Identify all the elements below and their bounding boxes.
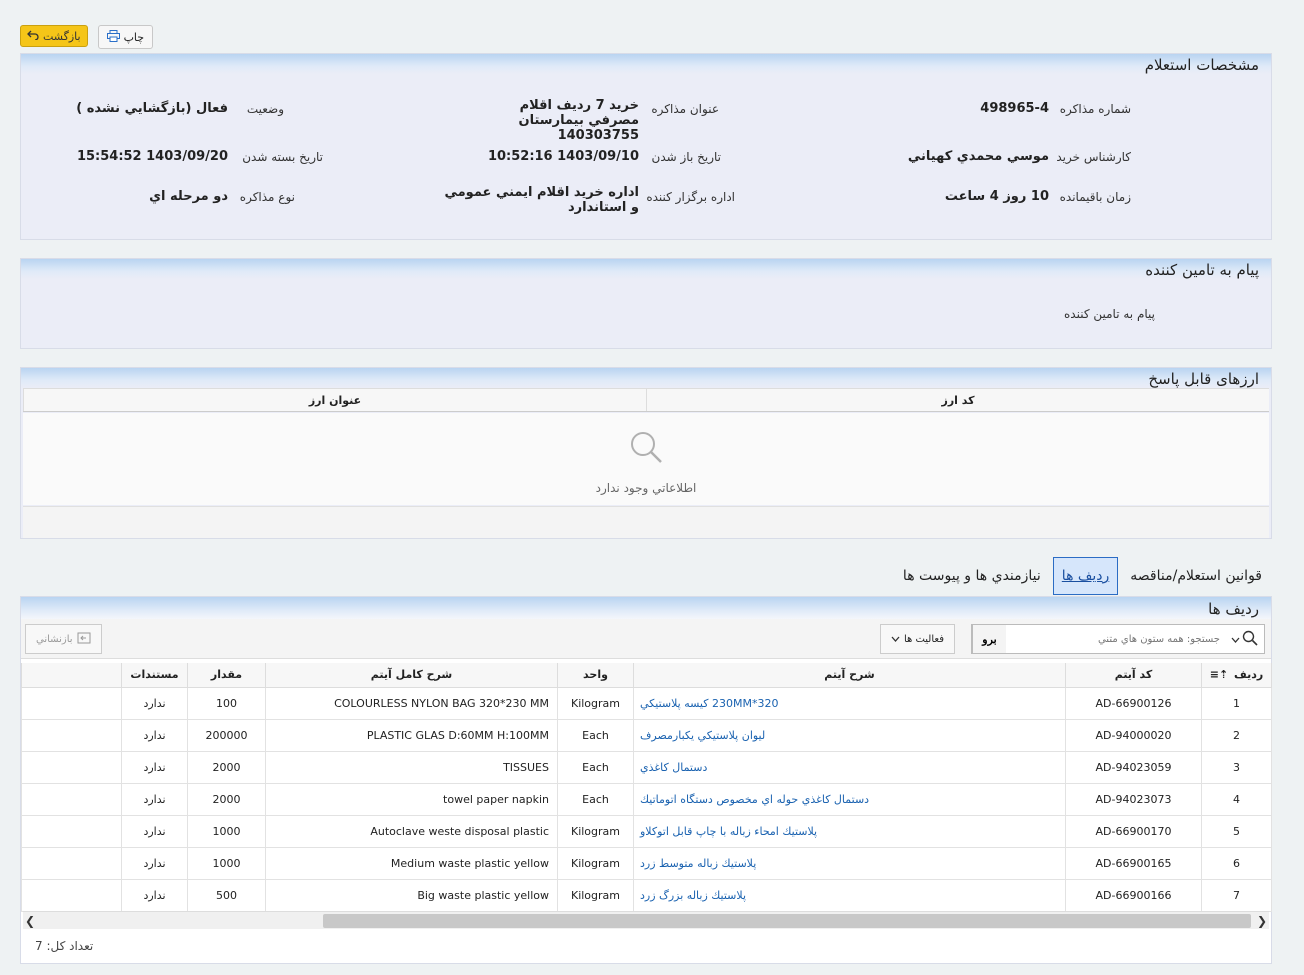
cell-full-desc: TISSUES <box>266 751 558 783</box>
cell-quantity: 2000 <box>188 751 266 783</box>
cell-item-code: AD-66900126 <box>1066 687 1202 719</box>
item-desc-link[interactable]: پلاستيك امحاء زباله با چاپ قابل اتوكلاو <box>634 815 1066 847</box>
cell-row-number: 5 <box>1202 815 1272 847</box>
cell-quantity: 100 <box>188 687 266 719</box>
activities-label: فعاليت ها <box>903 633 944 645</box>
item-desc-link[interactable]: دستمال كاغذي حوله اي مخصوص دستگاه اتوماتيك <box>634 783 1066 815</box>
table-row <box>22 783 1272 815</box>
rows-panel <box>20 596 1272 964</box>
cell-unit: Kilogram <box>558 687 634 719</box>
cell-item-code: AD-66900170 <box>1066 815 1202 847</box>
search-box <box>971 624 1265 654</box>
cell-documents: ندارد <box>122 847 188 879</box>
cell-spacer <box>22 751 122 783</box>
field-organizer-value-wrap <box>439 185 639 215</box>
field-number-label: شماره مذاکره <box>1059 102 1131 116</box>
table-row <box>22 847 1272 879</box>
cell-spacer <box>22 687 122 719</box>
cell-spacer <box>22 719 122 751</box>
cell-documents: ندارد <box>122 719 188 751</box>
field-close-date-label: تاريخ بسته شدن <box>242 150 323 164</box>
cell-row-number: 4 <box>1202 783 1272 815</box>
cell-item-code: AD-94023059 <box>1066 751 1202 783</box>
scrollbar-thumb[interactable] <box>323 914 1251 928</box>
currencies-grid-header <box>23 388 1269 412</box>
cell-unit: Each <box>558 719 634 751</box>
tab-rules[interactable]: قوانين استعلام/مناقصه <box>1130 568 1262 584</box>
cell-documents: ندارد <box>122 815 188 847</box>
item-desc-link[interactable]: دستمال كاغذي <box>634 751 1066 783</box>
supplier-message-panel <box>20 258 1272 349</box>
cell-item-code: AD-66900165 <box>1066 847 1202 879</box>
cell-documents: ندارد <box>122 783 188 815</box>
field-open-date-label-wrap <box>652 150 721 164</box>
tab-bar <box>899 557 1266 595</box>
field-open-date-value-wrap <box>488 149 639 164</box>
search-input[interactable] <box>1006 625 1224 653</box>
cell-unit: Each <box>558 783 634 815</box>
cell-quantity: 200000 <box>188 719 266 751</box>
cell-row-number: 3 <box>1202 751 1272 783</box>
field-subject-label: عنوان مذاکره <box>651 102 719 116</box>
field-subject-value: خريد 7 رديف اقلام مصرفي بيمارستان 140303755 <box>518 98 639 143</box>
supplier-message-label: پيام به تامين كننده <box>1064 307 1155 321</box>
table-header-row <box>22 663 1272 687</box>
field-type-value: دو مرحله اي <box>149 189 228 204</box>
cell-unit: Each <box>558 751 634 783</box>
field-remaining-label: زمان باقيمانده <box>1059 190 1131 204</box>
search-options-toggle[interactable] <box>1224 630 1264 649</box>
item-desc-link[interactable]: پلاستيك زباله متوسط زرد <box>634 847 1066 879</box>
item-desc-link[interactable]: 320*230MM كيسه پلاستيكي <box>634 687 1066 719</box>
field-type-value-wrap <box>149 189 228 204</box>
cell-documents: ندارد <box>122 751 188 783</box>
column-header-documents[interactable]: مستندات <box>122 663 188 687</box>
cell-unit: Kilogram <box>558 847 634 879</box>
field-close-date-value: 1403/09/20 15:54:52 <box>76 149 228 164</box>
inquiry-details-panel <box>20 53 1272 240</box>
cell-unit: Kilogram <box>558 879 634 911</box>
rows-toolbar <box>21 619 1271 659</box>
back-button-label: بازگشت <box>43 29 81 43</box>
cell-full-desc: Big waste plastic yellow <box>266 879 558 911</box>
total-count: تعداد كل: 7 <box>35 939 94 953</box>
field-open-date-value: 1403/09/10 10:52:16 <box>487 149 639 164</box>
items-table <box>21 663 1272 912</box>
print-button-label: چاپ <box>123 30 145 44</box>
cell-row-number: 6 <box>1202 847 1272 879</box>
panel-title: ارزهای قابل پاسخ <box>1148 370 1259 388</box>
supplier-message-label-wrap <box>1064 307 1155 321</box>
back-button[interactable] <box>20 25 88 47</box>
column-header-unit[interactable]: واحد <box>558 663 634 687</box>
field-remaining-label-wrap <box>1060 190 1131 204</box>
reset-button[interactable] <box>25 624 102 654</box>
item-desc-link[interactable]: پلاستيك زباله بزرگ زرد <box>634 879 1066 911</box>
field-close-date-label-wrap <box>242 150 323 164</box>
printer-icon <box>107 30 120 45</box>
cell-quantity: 2000 <box>188 783 266 815</box>
field-number-label-wrap <box>1060 102 1131 116</box>
cell-item-code: AD-94023073 <box>1066 783 1202 815</box>
cell-item-code: AD-94000020 <box>1066 719 1202 751</box>
field-status-label: وضعيت <box>246 102 284 116</box>
field-subject-value-wrap <box>479 98 639 143</box>
go-button[interactable]: برو <box>972 625 1006 653</box>
sort-ascending-icon: ⇡≡ <box>1209 668 1229 682</box>
field-open-date-label: تاريخ باز شدن <box>651 150 721 164</box>
reset-label: بازنشاني <box>36 633 73 645</box>
cell-full-desc: PLASTIC GLAS D:60MM H:100MM <box>266 719 558 751</box>
column-header-currency-code[interactable]: كد ارز <box>646 389 1269 411</box>
cell-full-desc: COLOURLESS NYLON BAG 320*230 MM <box>266 687 558 719</box>
tab-requirements[interactable]: نيازمندي ها و پيوست ها <box>902 568 1041 584</box>
column-header-item-code[interactable]: كد آيتم <box>1066 663 1202 687</box>
table-row <box>22 751 1272 783</box>
field-expert-value-wrap <box>908 149 1049 164</box>
cell-full-desc: towel paper napkin <box>266 783 558 815</box>
cell-full-desc: Medium waste plastic yellow <box>266 847 558 879</box>
chevron-down-icon <box>1231 632 1240 646</box>
cell-full-desc: Autoclave weste disposal plastic <box>266 815 558 847</box>
chevron-down-icon <box>891 634 900 645</box>
column-header-full-desc[interactable]: شرح كامل آيتم <box>266 663 558 687</box>
cell-row-number: 1 <box>1202 687 1272 719</box>
cell-spacer <box>22 847 122 879</box>
field-status-value-wrap <box>76 101 228 116</box>
search-icon <box>23 429 1269 468</box>
field-close-date-value-wrap <box>77 149 228 164</box>
currencies-grid-footer <box>23 506 1269 538</box>
reset-icon <box>77 632 91 647</box>
column-header-spacer <box>22 663 122 687</box>
cell-spacer <box>22 783 122 815</box>
horizontal-scrollbar[interactable] <box>23 911 1269 929</box>
currencies-empty-area <box>23 413 1269 505</box>
field-organizer-label-wrap <box>646 190 735 204</box>
field-remaining-value-wrap <box>945 189 1049 204</box>
field-number-value-wrap <box>980 101 1049 116</box>
cell-spacer <box>22 815 122 847</box>
field-expert-label-wrap <box>1056 150 1131 164</box>
table-row <box>22 815 1272 847</box>
field-status-value: فعال (بازگشايي نشده ) <box>76 101 228 116</box>
field-organizer-label: اداره برگزار كننده <box>646 190 735 204</box>
cell-quantity: 1000 <box>188 815 266 847</box>
column-header-currency-title[interactable]: عنوان ارز <box>23 389 646 411</box>
column-header-item-desc[interactable]: شرح آيتم <box>634 663 1066 687</box>
column-header-quantity[interactable]: مقدار <box>188 663 266 687</box>
search-icon <box>1242 630 1258 649</box>
table-row <box>22 719 1272 751</box>
tab-rows[interactable]: رديف ها <box>1053 557 1118 595</box>
field-expert-value: موسي محمدي كهياني <box>907 149 1049 164</box>
print-button[interactable] <box>98 25 154 49</box>
cell-item-code: AD-66900166 <box>1066 879 1202 911</box>
panel-title: پيام به تامين كننده <box>1145 261 1259 279</box>
cell-row-number: 7 <box>1202 879 1272 911</box>
field-subject-label-wrap <box>651 102 719 116</box>
currencies-panel <box>20 367 1272 539</box>
empty-state-text: اطلاعاتي وجود ندارد <box>595 481 697 495</box>
field-remaining-value: 10 روز 4 ساعت <box>944 189 1049 204</box>
activities-menu-button[interactable] <box>880 624 955 654</box>
cell-unit: Kilogram <box>558 815 634 847</box>
cell-row-number: 2 <box>1202 719 1272 751</box>
cell-quantity: 1000 <box>188 847 266 879</box>
top-toolbar <box>20 25 153 49</box>
field-organizer-value: اداره خريد اقلام ايمني عمومي و استاندارد <box>444 185 639 215</box>
field-number-value: 498965-4 <box>980 101 1049 116</box>
column-header-row-number[interactable]: رديف ⇡≡ <box>1202 663 1272 687</box>
field-type-label-wrap <box>240 190 295 204</box>
field-expert-label: كارشناس خريد <box>1056 150 1131 164</box>
field-type-label: نوع مذاكره <box>239 190 295 204</box>
item-desc-link[interactable]: ليوان پلاستيكي يكبارمصرف <box>634 719 1066 751</box>
undo-arrow-icon <box>27 30 39 43</box>
table-row <box>22 687 1272 719</box>
panel-title: رديف ها <box>1208 600 1259 618</box>
scroll-right-arrow-icon[interactable]: ❯ <box>1256 914 1268 928</box>
cell-spacer <box>22 879 122 911</box>
field-status-label-wrap <box>247 102 284 116</box>
cell-documents: ندارد <box>122 879 188 911</box>
cell-quantity: 500 <box>188 879 266 911</box>
table-row <box>22 879 1272 911</box>
panel-title: مشخصات استعلام <box>1144 56 1259 74</box>
scroll-left-arrow-icon[interactable]: ❮ <box>24 914 36 928</box>
cell-documents: ندارد <box>122 687 188 719</box>
